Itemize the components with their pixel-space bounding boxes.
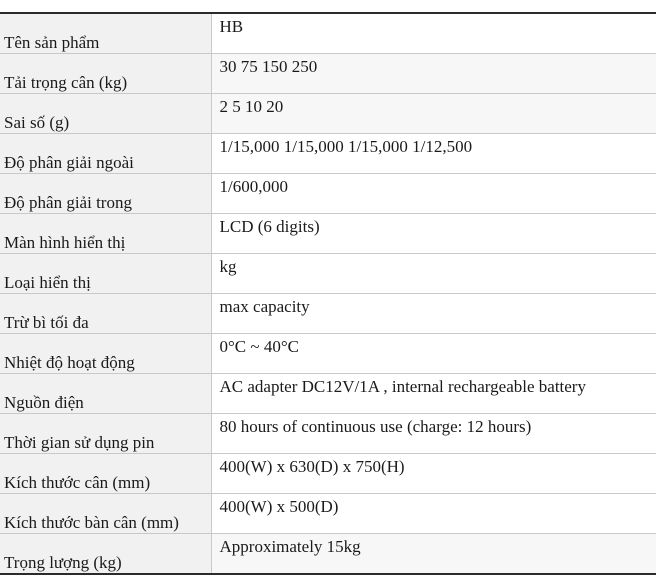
spec-label: Trọng lượng (kg) [0,534,211,575]
spec-value: 80 hours of continuous use (charge: 12 hours) [211,414,656,454]
table-row [0,454,656,494]
spec-label: Thời gian sử dụng pin [0,414,211,454]
spec-value: max capacity [211,294,656,334]
spec-label: Loại hiển thị [0,254,211,294]
table-row [0,54,656,94]
spec-value: HB [211,13,656,54]
spec-value: Approximately 15kg [211,534,656,575]
table-row [0,494,656,534]
table-row [0,94,656,134]
spec-label: Trừ bì tối đa [0,294,211,334]
spec-label: Nguồn điện [0,374,211,414]
spec-label: Nhiệt độ hoạt động [0,334,211,374]
spec-value: 1/15,000 1/15,000 1/15,000 1/12,500 [211,134,656,174]
table-row [0,134,656,174]
spec-value: kg [211,254,656,294]
table-row [0,254,656,294]
spec-value: LCD (6 digits) [211,214,656,254]
spec-value: 1/600,000 [211,174,656,214]
spec-label: Tên sản phẩm [0,13,211,54]
table-row [0,174,656,214]
table-row [0,374,656,414]
spec-value: 0°C ~ 40°C [211,334,656,374]
spec-label: Kích thước bàn cân (mm) [0,494,211,534]
table-row [0,414,656,454]
table-row [0,294,656,334]
table-row [0,534,656,575]
spec-label: Sai số (g) [0,94,211,134]
spec-label: Màn hình hiển thị [0,214,211,254]
spec-value: 2 5 10 20 [211,94,656,134]
table-row [0,13,656,54]
spec-label: Độ phân giải trong [0,174,211,214]
spec-label: Tải trọng cân (kg) [0,54,211,94]
table-row [0,214,656,254]
spec-value: 400(W) x 500(D) [211,494,656,534]
spec-table [0,12,656,575]
table-row [0,334,656,374]
spec-label: Độ phân giải ngoài [0,134,211,174]
spec-value: 400(W) x 630(D) x 750(H) [211,454,656,494]
spec-label: Kích thước cân (mm) [0,454,211,494]
spec-value: AC adapter DC12V/1A , internal rechargeable battery [211,374,656,414]
spec-value: 30 75 150 250 [211,54,656,94]
